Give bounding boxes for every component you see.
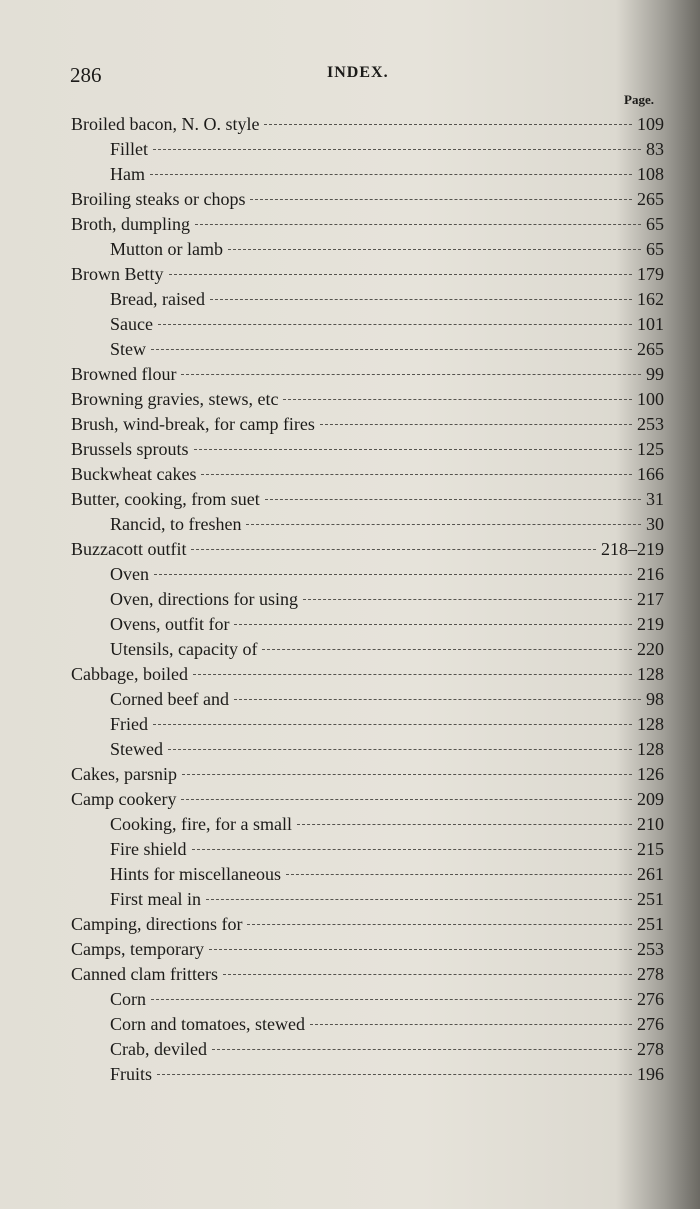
entry-term: Broiled bacon, N. O. style: [71, 114, 260, 134]
index-entry: [71, 212, 664, 237]
dot-leader: [250, 199, 632, 200]
entry-term: Cabbage, boiled: [71, 664, 188, 684]
index-entry: [71, 262, 664, 287]
entry-page-number: 65: [646, 214, 664, 234]
index-entry: [71, 412, 664, 437]
index-subentry: [71, 512, 664, 537]
index-subentry: [71, 337, 664, 362]
entry-page-number: 218–219: [601, 539, 664, 559]
index-entry: [71, 912, 664, 937]
dot-leader: [264, 124, 632, 125]
index-list: [71, 112, 664, 1087]
dot-leader: [192, 849, 633, 850]
index-entry: [71, 112, 664, 137]
entry-term: Hints for miscellaneous: [110, 864, 281, 884]
dot-leader: [262, 649, 632, 650]
entry-term: Corn and tomatoes, stewed: [110, 1014, 305, 1034]
entry-term: Corn: [110, 989, 146, 1009]
entry-page-number: 196: [637, 1064, 664, 1084]
entry-term: Fillet: [110, 139, 149, 159]
index-subentry: [71, 862, 664, 887]
dot-leader: [181, 374, 641, 375]
entry-term: Brown Betty: [71, 264, 164, 284]
index-subentry: [71, 612, 664, 637]
entry-page-number: 98: [646, 689, 664, 709]
entry-page-number: 253: [637, 414, 664, 434]
entry-term: Camp cookery: [71, 789, 177, 809]
page-column-label: Page.: [624, 92, 654, 107]
index-subentry: [71, 1062, 664, 1087]
index-entry: [71, 662, 664, 687]
dot-leader: [246, 524, 641, 525]
entry-term: Fried: [110, 714, 148, 734]
dot-leader: [212, 1049, 632, 1050]
entry-term: Oven: [110, 564, 149, 584]
index-subentry: [71, 887, 664, 912]
entry-term: First meal in: [110, 889, 201, 909]
dot-leader: [169, 274, 633, 275]
entry-page-number: 30: [646, 514, 664, 534]
entry-term: Browned flour: [71, 364, 177, 384]
entry-term: Ham: [110, 164, 145, 184]
entry-term: Buzzacott outfit: [71, 539, 187, 559]
dot-leader: [310, 1024, 632, 1025]
dot-leader: [153, 724, 632, 725]
dot-leader: [297, 824, 632, 825]
entry-page-number: 251: [637, 889, 664, 909]
dot-leader: [158, 324, 632, 325]
index-entry: [71, 362, 664, 387]
dot-leader: [209, 949, 632, 950]
entry-term: Fire shield: [110, 839, 187, 859]
index-entry: [71, 387, 664, 412]
entry-term: Ovens, outfit for: [110, 614, 230, 634]
entry-term: Sauce: [110, 314, 153, 334]
dot-leader: [247, 924, 632, 925]
entry-page-number: 210: [637, 814, 664, 834]
entry-page-number: 278: [637, 964, 664, 984]
index-entry: [71, 462, 664, 487]
entry-term: Brussels sprouts: [71, 439, 189, 459]
entry-page-number: 101: [637, 314, 664, 334]
dot-leader: [283, 399, 632, 400]
index-entry: [71, 937, 664, 962]
entry-page-number: 253: [637, 939, 664, 959]
entry-term: Buckwheat cakes: [71, 464, 197, 484]
dot-leader: [234, 624, 632, 625]
index-subentry: [71, 712, 664, 737]
entry-term: Corned beef and: [110, 689, 229, 709]
entry-page-number: 108: [637, 164, 664, 184]
dot-leader: [151, 349, 632, 350]
index-entry: [71, 487, 664, 512]
entry-term: Butter, cooking, from suet: [71, 489, 260, 509]
entry-page-number: 128: [637, 714, 664, 734]
dot-leader: [181, 799, 632, 800]
index-subentry: [71, 1037, 664, 1062]
index-subentry: [71, 287, 664, 312]
entry-page-number: 251: [637, 914, 664, 934]
entry-page-number: 125: [637, 439, 664, 459]
entry-page-number: 166: [637, 464, 664, 484]
entry-page-number: 99: [646, 364, 664, 384]
index-subentry: [71, 737, 664, 762]
dot-leader: [193, 674, 632, 675]
index-subentry: [71, 687, 664, 712]
index-entry: [71, 437, 664, 462]
index-entry: [71, 537, 664, 562]
entry-page-number: 209: [637, 789, 664, 809]
entry-term: Crab, deviled: [110, 1039, 207, 1059]
dot-leader: [150, 174, 632, 175]
index-subentry: [71, 162, 664, 187]
dot-leader: [154, 574, 632, 575]
entry-page-number: 278: [637, 1039, 664, 1059]
dot-leader: [201, 474, 632, 475]
entry-page-number: 65: [646, 239, 664, 259]
entry-term: Cakes, parsnip: [71, 764, 177, 784]
index-subentry: [71, 637, 664, 662]
entry-term: Broth, dumpling: [71, 214, 191, 234]
entry-term: Bread, raised: [110, 289, 205, 309]
index-subentry: [71, 312, 664, 337]
index-subentry: [71, 987, 664, 1012]
entry-page-number: 126: [637, 764, 664, 784]
running-title: INDEX.: [327, 64, 389, 81]
entry-page-number: 265: [637, 339, 664, 359]
entry-term: Cooking, fire, for a small: [110, 814, 292, 834]
dot-leader: [206, 899, 632, 900]
entry-term: Camps, temporary: [71, 939, 204, 959]
entry-page-number: 109: [637, 114, 664, 134]
index-subentry: [71, 587, 664, 612]
entry-page-number: 100: [637, 389, 664, 409]
entry-term: Fruits: [110, 1064, 153, 1084]
entry-term: Rancid, to freshen: [110, 514, 242, 534]
entry-page-number: 128: [637, 739, 664, 759]
dot-leader: [286, 874, 632, 875]
index-subentry: [71, 812, 664, 837]
entry-term: Stew: [110, 339, 146, 359]
dot-leader: [153, 149, 641, 150]
index-subentry: [71, 837, 664, 862]
entry-page-number: 261: [637, 864, 664, 884]
index-subentry: [71, 237, 664, 262]
entry-term: Broiling steaks or chops: [71, 189, 246, 209]
dot-leader: [195, 224, 641, 225]
entry-page-number: 217: [637, 589, 664, 609]
dot-leader: [182, 774, 632, 775]
entry-page-number: 215: [637, 839, 664, 859]
index-entry: [71, 762, 664, 787]
entry-term: Brush, wind-break, for camp fires: [71, 414, 315, 434]
entry-page-number: 276: [637, 1014, 664, 1034]
entry-term: Browning gravies, stews, etc: [71, 389, 279, 409]
entry-page-number: 128: [637, 664, 664, 684]
entry-page-number: 31: [646, 489, 664, 509]
dot-leader: [151, 999, 632, 1000]
dot-leader: [303, 599, 632, 600]
dot-leader: [194, 449, 632, 450]
index-subentry: [71, 1012, 664, 1037]
entry-page-number: 220: [637, 639, 664, 659]
dot-leader: [157, 1074, 632, 1075]
index-entry: [71, 962, 664, 987]
entry-term: Mutton or lamb: [110, 239, 223, 259]
page-header: [70, 60, 630, 90]
entry-page-number: 265: [637, 189, 664, 209]
dot-leader: [234, 699, 641, 700]
entry-page-number: 276: [637, 989, 664, 1009]
dot-leader: [223, 974, 632, 975]
dot-leader: [210, 299, 632, 300]
dot-leader: [228, 249, 641, 250]
dot-leader: [320, 424, 632, 425]
dot-leader: [265, 499, 641, 500]
entry-term: Utensils, capacity of: [110, 639, 258, 659]
page-number: 286: [70, 63, 102, 87]
entry-page-number: 162: [637, 289, 664, 309]
entry-page-number: 216: [637, 564, 664, 584]
dot-leader: [191, 549, 596, 550]
entry-page-number: 219: [637, 614, 664, 634]
entry-term: Canned clam fritters: [71, 964, 218, 984]
index-entry: [71, 787, 664, 812]
entry-term: Stewed: [110, 739, 163, 759]
entry-page-number: 83: [646, 139, 664, 159]
dot-leader: [168, 749, 632, 750]
index-subentry: [71, 137, 664, 162]
entry-term: Camping, directions for: [71, 914, 243, 934]
index-subentry: [71, 562, 664, 587]
entry-page-number: 179: [637, 264, 664, 284]
index-entry: [71, 187, 664, 212]
entry-term: Oven, directions for using: [110, 589, 298, 609]
